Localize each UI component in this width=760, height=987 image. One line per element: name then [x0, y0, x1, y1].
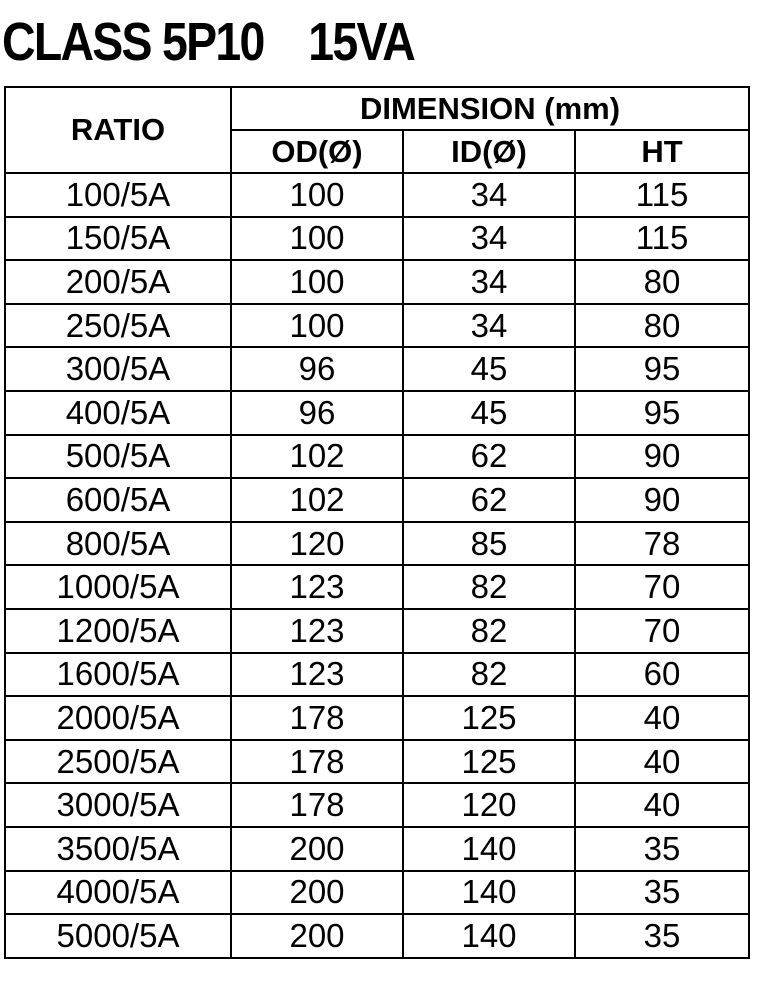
id-cell: 34 [403, 173, 575, 217]
table-row [5, 783, 749, 827]
ht-cell: 95 [575, 391, 749, 435]
od-cell: 100 [231, 304, 403, 348]
ht-cell: 80 [575, 260, 749, 304]
table-row [5, 347, 749, 391]
ratio-cell: 1200/5A [5, 609, 231, 653]
ratio-cell: 4000/5A [5, 871, 231, 915]
ratio-cell: 3000/5A [5, 783, 231, 827]
od-cell: 123 [231, 609, 403, 653]
table-row [5, 609, 749, 653]
ht-cell: 90 [575, 478, 749, 522]
ratio-cell: 3500/5A [5, 827, 231, 871]
od-cell: 178 [231, 696, 403, 740]
od-cell: 123 [231, 653, 403, 697]
ht-cell: 70 [575, 565, 749, 609]
table-row [5, 478, 749, 522]
ht-cell: 35 [575, 871, 749, 915]
id-cell: 45 [403, 347, 575, 391]
table-row [5, 914, 749, 958]
ht-cell: 95 [575, 347, 749, 391]
ratio-cell: 5000/5A [5, 914, 231, 958]
id-cell: 34 [403, 260, 575, 304]
table-row [5, 217, 749, 261]
ratio-cell: 300/5A [5, 347, 231, 391]
ratio-cell: 2000/5A [5, 696, 231, 740]
table-row [5, 871, 749, 915]
table-row [5, 260, 749, 304]
table-body [5, 173, 749, 958]
id-cell: 62 [403, 435, 575, 479]
od-cell: 178 [231, 783, 403, 827]
id-column-header: ID(Ø) [403, 130, 575, 173]
ht-cell: 40 [575, 740, 749, 784]
ht-cell: 70 [575, 609, 749, 653]
ht-cell: 40 [575, 783, 749, 827]
ratio-cell: 100/5A [5, 173, 231, 217]
od-cell: 102 [231, 435, 403, 479]
id-cell: 85 [403, 522, 575, 566]
ht-cell: 90 [575, 435, 749, 479]
ht-cell: 115 [575, 217, 749, 261]
id-cell: 125 [403, 740, 575, 784]
od-cell: 200 [231, 827, 403, 871]
id-cell: 34 [403, 217, 575, 261]
od-cell: 123 [231, 565, 403, 609]
table-row [5, 827, 749, 871]
od-cell: 96 [231, 347, 403, 391]
table-row [5, 173, 749, 217]
table-row [5, 696, 749, 740]
od-cell: 100 [231, 260, 403, 304]
table-row [5, 435, 749, 479]
ratio-cell: 800/5A [5, 522, 231, 566]
ht-cell: 40 [575, 696, 749, 740]
table-row [5, 740, 749, 784]
ht-cell: 80 [575, 304, 749, 348]
table-header [5, 87, 749, 173]
id-cell: 140 [403, 827, 575, 871]
id-cell: 125 [403, 696, 575, 740]
table-row [5, 391, 749, 435]
id-cell: 45 [403, 391, 575, 435]
ratio-cell: 1600/5A [5, 653, 231, 697]
ratio-cell: 2500/5A [5, 740, 231, 784]
table-row [5, 304, 749, 348]
id-cell: 82 [403, 565, 575, 609]
id-cell: 120 [403, 783, 575, 827]
ht-cell: 35 [575, 827, 749, 871]
id-cell: 140 [403, 914, 575, 958]
ht-cell: 35 [575, 914, 749, 958]
id-cell: 82 [403, 609, 575, 653]
od-cell: 102 [231, 478, 403, 522]
ht-cell: 60 [575, 653, 749, 697]
od-cell: 200 [231, 871, 403, 915]
od-cell: 96 [231, 391, 403, 435]
ratio-cell: 200/5A [5, 260, 231, 304]
ratio-cell: 1000/5A [5, 565, 231, 609]
ratio-cell: 250/5A [5, 304, 231, 348]
id-cell: 82 [403, 653, 575, 697]
dimension-table [4, 86, 750, 959]
od-cell: 100 [231, 173, 403, 217]
od-cell: 100 [231, 217, 403, 261]
page-title: CLASS 5P10 15VA [2, 12, 415, 72]
id-cell: 62 [403, 478, 575, 522]
od-column-header: OD(Ø) [231, 130, 403, 173]
od-cell: 178 [231, 740, 403, 784]
ratio-cell: 150/5A [5, 217, 231, 261]
ratio-cell: 500/5A [5, 435, 231, 479]
ht-cell: 78 [575, 522, 749, 566]
od-cell: 200 [231, 914, 403, 958]
dimension-group-header: DIMENSION (mm) [231, 87, 749, 130]
table-row [5, 653, 749, 697]
ht-column-header: HT [575, 130, 749, 173]
id-cell: 140 [403, 871, 575, 915]
table-row [5, 565, 749, 609]
ratio-cell: 400/5A [5, 391, 231, 435]
ratio-column-header: RATIO [5, 87, 231, 173]
ht-cell: 115 [575, 173, 749, 217]
table-row [5, 522, 749, 566]
ratio-cell: 600/5A [5, 478, 231, 522]
id-cell: 34 [403, 304, 575, 348]
od-cell: 120 [231, 522, 403, 566]
